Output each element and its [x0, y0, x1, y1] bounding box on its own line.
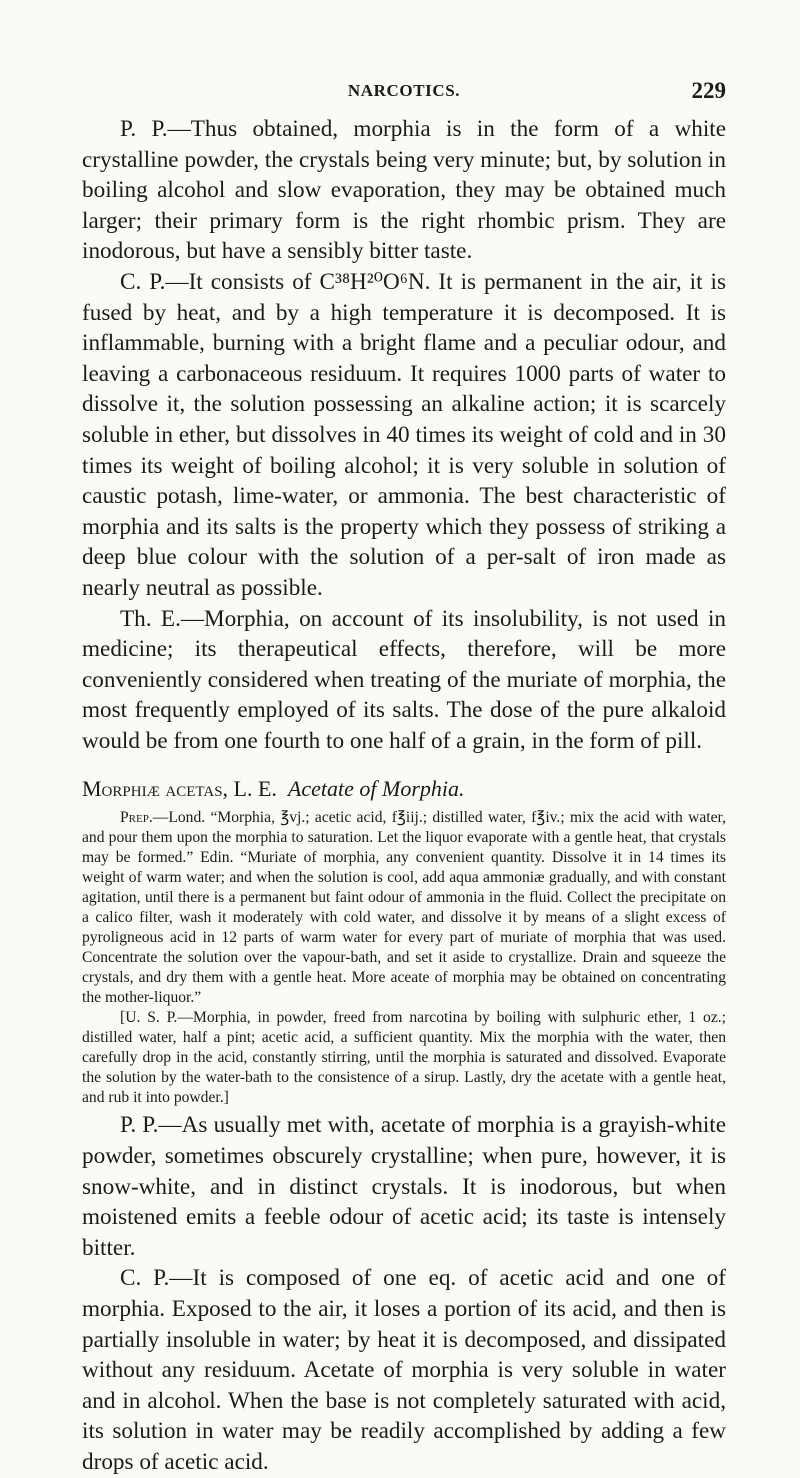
- paragraph-cp2: C. P.—It is composed of one eq. of acetic acid and one of morphia. Exposed to the air, it loses a portion of its acid, and then is partially insoluble in water; by heat it is decomposed, and dissipated without any residuum. Acetate of morphia is very soluble in water and in alcohol. When the base is not completely saturated with acid, its solution in water may be readily accomplished by adding a few drops of acetic acid.: [82, 1265, 726, 1475]
- running-title: NARCOTICS.: [347, 81, 461, 100]
- section-heading: [82, 774, 726, 804]
- paragraph-pp1: P. P.—Thus obtained, morphia is in the form of a white crystalline powder, the crystals being very minute; but, by solution in boiling alcohol and slow evaporation, they may be obtained much larger; their primary form is the right rhombic prism. They are inodorous, but have a sensibly bitter taste.: [82, 116, 726, 265]
- page-content: [82, 114, 726, 1478]
- prep-label: Prep.: [120, 809, 153, 827]
- paragraph-th: Th. E.—Morphia, on account of its insolubility, is not used in medicine; its therapeutical effects, therefore, will be more conveniently considered when treating of the muriate of morphia, the most frequently employed of its salts. The dose of the pure alkaloid would be from one fourth to one half of a grain, in the form of pill.: [82, 605, 726, 754]
- running-head: [82, 78, 726, 104]
- page-number: 229: [691, 78, 726, 103]
- us-pharmacopoeia-note: [U. S. P.—Morphia, in powder, freed from narcotina by boiling with sulphuric ether, 1 oz.; distilled water, half a pint; acetic acid, a sufficient quantity. Mix the morphia with the water, then carefully drop in the acid, constantly stirring, until the morphia is saturated and dissolved. Evaporate the solution by the water-bath to the consistence of a sirup. Lastly, dry the acetate with a gentle heat, and rub it into powder.]: [82, 1009, 726, 1107]
- heading-english: Acetate of Morphia.: [287, 776, 465, 802]
- heading-latin: Morphiæ acetas, L. E.: [82, 776, 277, 802]
- prep-paragraph: [82, 808, 726, 1008]
- paragraph-cp1: C. P.—It consists of C³⁸H²⁰O⁶N. It is permanent in the air, it is fused by heat, and by a high temperature it is decomposed. It is inflammable, burning with a bright flame and a peculiar odour, and leaving a carbonaceous residuum. It requires 1000 parts of water to dissolve it, the solution possessing an alkaline action; it is scarcely soluble in ether, but dissolves in 40 times its weight of cold and in 30 times its weight of boiling alcohol; it is very soluble in solution of caustic potash, lime-water, or ammonia. The best characteristic of morphia and its salts is the property which they possess of striking a deep blue colour with the solution of a per-salt of iron made as nearly neutral as possible.: [82, 268, 726, 601]
- bottom-block: [82, 1110, 726, 1477]
- prep-text: —Lond. “Morphia, ℥vj.; acetic acid, f℥iij.; distilled water, f℥iv.; mix the acid with water, and pour them upon the morphia to saturation. Let the liquor evaporate with a gentle heat, that crystals may be formed.” Edin. “Muriate of morphia, any convenient quantity. Dissolve it in 14 times its weight of warm water; and when the solution is cool, add aqua ammoniæ gradually, and with constant agitation, until there is a permanent but faint odour of ammonia in the fluid. Collect the precipitate on a calico filter, wash it moderately with cold water, and dissolve it by means of a slight excess of pyroligneous acid in 12 parts of warm water for every part of muriate of morphia that was used. Concentrate the solution over the vapour-bath, and set it aside to crystallize. Drain and squeeze the crystals, and dry them with a gentle heat. More aceate of morphia may be obtained on concentrating the mother-liquor.”: [82, 809, 726, 1007]
- paragraph-pp2: P. P.—As usually met with, acetate of morphia is a grayish-white powder, sometimes obscurely crystalline; when pure, however, it is snow-white, and in distinct crystals. It is inodorous, but when moistened emits a feeble odour of acetic acid; its taste is intensely bitter.: [82, 1112, 726, 1261]
